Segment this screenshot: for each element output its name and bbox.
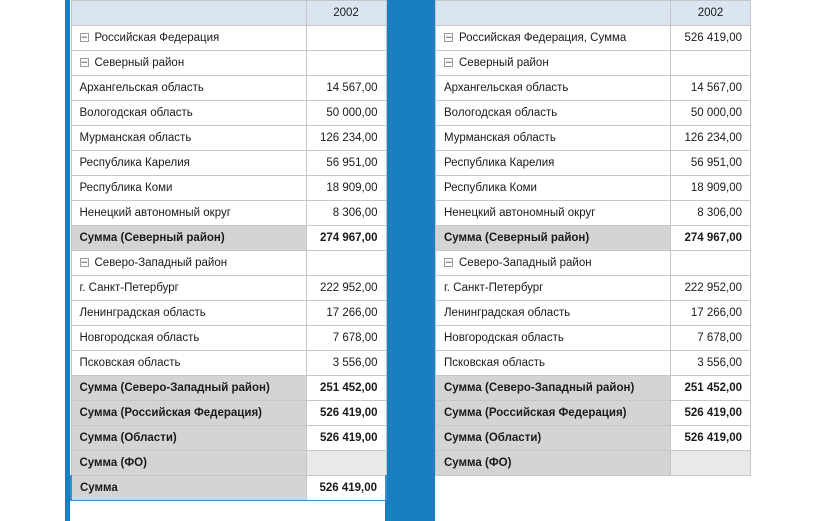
row-label-cell[interactable] [71, 451, 306, 476]
row-label-cell[interactable] [436, 451, 671, 476]
row-value-cell[interactable]: 526 419,00 [671, 401, 751, 426]
row-label-cell[interactable] [71, 151, 306, 176]
table-row[interactable] [71, 76, 386, 101]
row-label-text: Республика Карелия [79, 157, 190, 169]
row-label-text: Мурманская область [444, 132, 556, 144]
row-label-text: Российская Федерация, Сумма [459, 32, 627, 44]
row-label-text: Республика Коми [79, 182, 173, 194]
row-value-cell[interactable]: 526 419,00 [671, 26, 751, 51]
table-row[interactable] [436, 176, 751, 201]
row-label-cell[interactable] [436, 251, 671, 276]
table-row[interactable] [436, 101, 751, 126]
row-label-text: Северо-Западный район [459, 257, 592, 269]
row-value-cell[interactable]: 274 967,00 [306, 226, 386, 251]
row-value-cell[interactable] [306, 51, 386, 76]
row-label-text: Ленинградская область [79, 307, 206, 319]
table-row[interactable] [71, 451, 386, 476]
row-label-cell[interactable] [71, 201, 306, 226]
pivot-table-right [435, 0, 751, 476]
table-row[interactable] [71, 301, 386, 326]
row-label-cell[interactable] [71, 301, 306, 326]
collapse-minus-icon[interactable]: − [445, 58, 453, 68]
row-label-cell[interactable] [436, 326, 671, 351]
row-value-cell[interactable]: 50 000,00 [671, 101, 751, 126]
row-label-text: Архангельская область [79, 82, 204, 94]
table-row[interactable] [71, 26, 386, 51]
row-value-cell[interactable]: 14 567,00 [306, 76, 386, 101]
table-row[interactable] [436, 251, 751, 276]
table-row[interactable] [436, 301, 751, 326]
row-label-text: Сумма [80, 482, 118, 494]
row-label-cell[interactable] [71, 176, 306, 201]
row-label-cell[interactable] [71, 401, 306, 426]
row-label-text: Ленинградская область [444, 307, 571, 319]
table-row[interactable] [436, 376, 751, 401]
pivot-table-left [70, 0, 387, 501]
row-value-cell[interactable]: 222 952,00 [306, 276, 386, 301]
row-label-text: Северный район [94, 57, 185, 69]
row-value-cell[interactable] [306, 451, 386, 476]
row-label-cell[interactable] [71, 26, 306, 51]
row-label-text: Ненецкий автономный округ [79, 207, 231, 219]
table-row[interactable] [71, 426, 386, 451]
row-label-text: Мурманская область [79, 132, 192, 144]
collapse-minus-icon[interactable]: − [80, 258, 89, 268]
header-blank-cell [436, 1, 671, 26]
table-body-left [71, 26, 386, 501]
row-value-cell[interactable]: 222 952,00 [671, 276, 751, 301]
table-row[interactable] [436, 426, 751, 451]
table-row[interactable] [71, 326, 386, 351]
row-label-cell[interactable] [71, 276, 306, 301]
table-row[interactable] [436, 351, 751, 376]
row-label-text: Сумма (Российская Федерация) [79, 407, 262, 419]
row-value-cell[interactable]: 18 909,00 [671, 176, 751, 201]
row-label-cell[interactable] [71, 326, 306, 351]
row-label-cell[interactable] [71, 376, 306, 401]
row-value-cell[interactable]: 7 678,00 [306, 326, 386, 351]
row-label-cell[interactable] [436, 26, 671, 51]
table-row[interactable] [436, 326, 751, 351]
row-value-cell[interactable]: 126 234,00 [306, 126, 386, 151]
row-label-text: Республика Коми [444, 182, 537, 194]
table-row[interactable] [436, 51, 751, 76]
table-row[interactable] [71, 226, 386, 251]
table-row[interactable] [71, 251, 386, 276]
row-value-cell[interactable]: 3 556,00 [671, 351, 751, 376]
table-row[interactable] [71, 126, 386, 151]
collapse-minus-icon[interactable]: − [445, 33, 453, 43]
row-label-text: Архангельская область [444, 82, 569, 94]
row-label-text: Сумма (Области) [444, 432, 542, 444]
row-label-cell[interactable] [436, 201, 671, 226]
row-value-cell[interactable]: 526 419,00 [306, 426, 386, 451]
table-row[interactable] [71, 376, 386, 401]
table-row[interactable] [436, 26, 751, 51]
header-year-cell: 2002 [671, 1, 751, 26]
collapse-minus-icon[interactable]: − [80, 33, 89, 43]
table-row[interactable] [436, 126, 751, 151]
table-row[interactable] [436, 151, 751, 176]
table-row[interactable] [71, 401, 386, 426]
row-label-text: Ненецкий автономный округ [444, 207, 596, 219]
table-row[interactable] [71, 201, 386, 226]
row-value-cell[interactable]: 14 567,00 [671, 76, 751, 101]
row-label-cell[interactable] [436, 51, 671, 76]
row-label-cell[interactable] [436, 226, 671, 251]
table-header-row [436, 1, 751, 26]
header-year-cell: 2002 [306, 1, 386, 26]
row-value-cell[interactable]: 274 967,00 [671, 226, 751, 251]
row-value-cell[interactable]: 126 234,00 [671, 126, 751, 151]
collapse-minus-icon[interactable]: − [445, 258, 453, 268]
collapse-minus-icon[interactable]: − [80, 58, 89, 68]
row-label-cell[interactable] [71, 126, 306, 151]
row-label-cell[interactable] [71, 51, 306, 76]
header-blank-cell [71, 1, 306, 26]
row-value-cell[interactable]: 17 266,00 [306, 301, 386, 326]
row-label-text: Сумма (Российская Федерация) [444, 407, 627, 419]
row-value-cell[interactable]: 18 909,00 [306, 176, 386, 201]
row-label-text: г. Санкт-Петербург [79, 282, 179, 294]
row-label-text: Северо-Западный район [94, 257, 228, 269]
table-row[interactable] [436, 401, 751, 426]
row-value-cell[interactable] [306, 26, 386, 51]
table-header-row [71, 1, 386, 26]
row-value-cell[interactable]: 251 452,00 [306, 376, 386, 401]
row-label-cell[interactable] [436, 176, 671, 201]
row-label-cell[interactable] [71, 101, 306, 126]
row-value-cell[interactable]: 8 306,00 [306, 201, 386, 226]
row-label-text: Северный район [459, 57, 549, 69]
table-row[interactable] [71, 476, 386, 501]
row-value-cell[interactable]: 3 556,00 [306, 351, 386, 376]
row-value-cell[interactable]: 50 000,00 [306, 101, 386, 126]
row-label-cell[interactable] [71, 76, 306, 101]
row-value-cell[interactable]: 8 306,00 [671, 201, 751, 226]
row-value-cell[interactable]: 7 678,00 [671, 326, 751, 351]
row-label-text: Вологодская область [444, 107, 558, 119]
table-row[interactable] [71, 51, 386, 76]
row-label-text: Псковская область [444, 357, 545, 369]
table-row[interactable] [71, 176, 386, 201]
pivot-table-right-container [435, 0, 750, 476]
table-row[interactable] [436, 226, 751, 251]
row-value-cell[interactable] [671, 451, 751, 476]
row-label-cell[interactable] [71, 351, 306, 376]
row-label-cell[interactable] [71, 251, 306, 276]
table-row[interactable] [71, 276, 386, 301]
row-label-cell[interactable] [71, 226, 306, 251]
row-value-cell[interactable]: 251 452,00 [671, 376, 751, 401]
row-label-cell[interactable] [436, 376, 671, 401]
row-value-cell[interactable]: 526 419,00 [671, 426, 751, 451]
pivot-table-left-container [70, 0, 385, 501]
row-label-cell[interactable] [436, 151, 671, 176]
row-label-text: Сумма (ФО) [79, 457, 147, 469]
row-label-text: Псковская область [79, 357, 181, 369]
row-label-text: Сумма (Северный район) [79, 232, 225, 244]
row-label-text: Сумма (ФО) [444, 457, 512, 469]
row-value-cell[interactable]: 56 951,00 [671, 151, 751, 176]
row-value-cell[interactable] [671, 51, 751, 76]
row-label-text: Сумма (Северо-Западный район) [444, 382, 635, 394]
row-label-cell[interactable] [436, 351, 671, 376]
row-label-text: Новгородская область [79, 332, 200, 344]
table-row[interactable] [436, 76, 751, 101]
row-label-text: Вологодская область [79, 107, 193, 119]
row-label-text: Республика Карелия [444, 157, 555, 169]
row-label-cell[interactable] [436, 426, 671, 451]
row-label-cell[interactable] [436, 276, 671, 301]
table-row[interactable] [436, 276, 751, 301]
row-label-text: Сумма (Области) [79, 432, 177, 444]
row-label-cell[interactable] [436, 401, 671, 426]
row-label-cell[interactable] [436, 101, 671, 126]
row-label-text: Сумма (Северо-Западный район) [79, 382, 270, 394]
row-label-text: Новгородская область [444, 332, 564, 344]
row-label-cell[interactable] [436, 126, 671, 151]
table-body-right [436, 26, 751, 476]
row-value-cell[interactable]: 526 419,00 [306, 476, 386, 501]
row-label-cell[interactable] [436, 76, 671, 101]
table-row[interactable] [436, 201, 751, 226]
row-label-cell[interactable] [71, 476, 306, 501]
row-label-cell[interactable] [436, 301, 671, 326]
row-value-cell[interactable] [671, 251, 751, 276]
table-row[interactable] [71, 101, 386, 126]
row-value-cell[interactable]: 526 419,00 [306, 401, 386, 426]
table-row[interactable] [436, 451, 751, 476]
row-value-cell[interactable] [306, 251, 386, 276]
row-label-text: Сумма (Северный район) [444, 232, 590, 244]
row-label-text: Российская Федерация [94, 32, 220, 44]
table-row[interactable] [71, 151, 386, 176]
accent-bar-middle-lower [385, 372, 420, 521]
row-value-cell[interactable]: 17 266,00 [671, 301, 751, 326]
row-value-cell[interactable]: 56 951,00 [306, 151, 386, 176]
table-row[interactable] [71, 351, 386, 376]
row-label-text: г. Санкт-Петербург [444, 282, 544, 294]
row-label-cell[interactable] [71, 426, 306, 451]
